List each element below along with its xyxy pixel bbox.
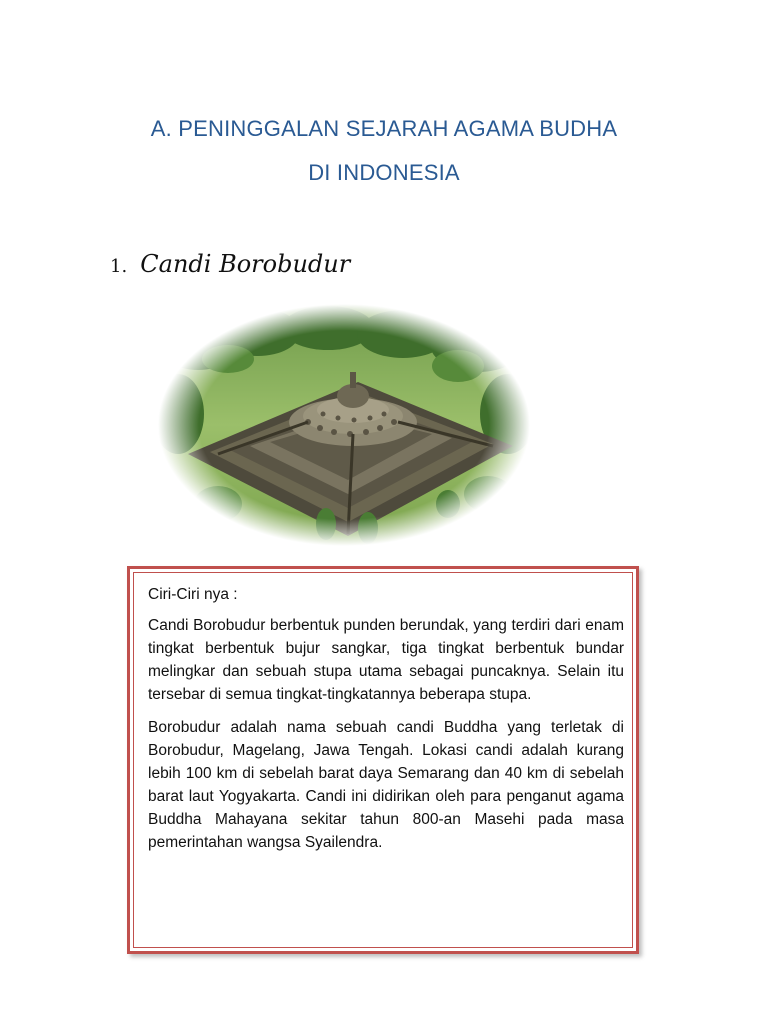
page-title-line-1: A. PENINGGALAN SEJARAH AGAMA BUDHA [150,116,618,141]
info-box [127,566,639,954]
info-box-content [133,572,633,948]
info-paragraph-1: Candi Borobudur berbentuk punden berundak, yang terdiri dari enam tingkat berbentuk bujur sangkar, tiga tingkat berbentuk bundar melingkar dan sebuah stupa utama sebagai puncaknya. Selain itu tersebar di semua tingkat-tingkatannya beberapa stupa. [148,617,624,703]
section-heading [110,250,350,278]
borobudur-photo [158,304,530,546]
info-paragraph-2: Borobudur adalah nama sebuah candi Buddha yang terletak di Borobudur, Magelang, Jawa Tengah. Lokasi candi adalah kurang lebih 100 km di sebelah barat daya Semarang dan 40 km di sebelah barat laut Yogyakarta. Candi ini didirikan oleh para penganut agama Buddha Mahayana sekitar tahun 800-an Masehi pada masa pemerintahan wangsa Syailendra. [148,719,624,851]
page-title-line-2: DI INDONESIA [308,160,460,185]
info-label: Ciri-Ciri nya : [148,586,238,603]
section-number: 1. [110,256,128,277]
section-name: Candi Borobudur [140,250,351,278]
